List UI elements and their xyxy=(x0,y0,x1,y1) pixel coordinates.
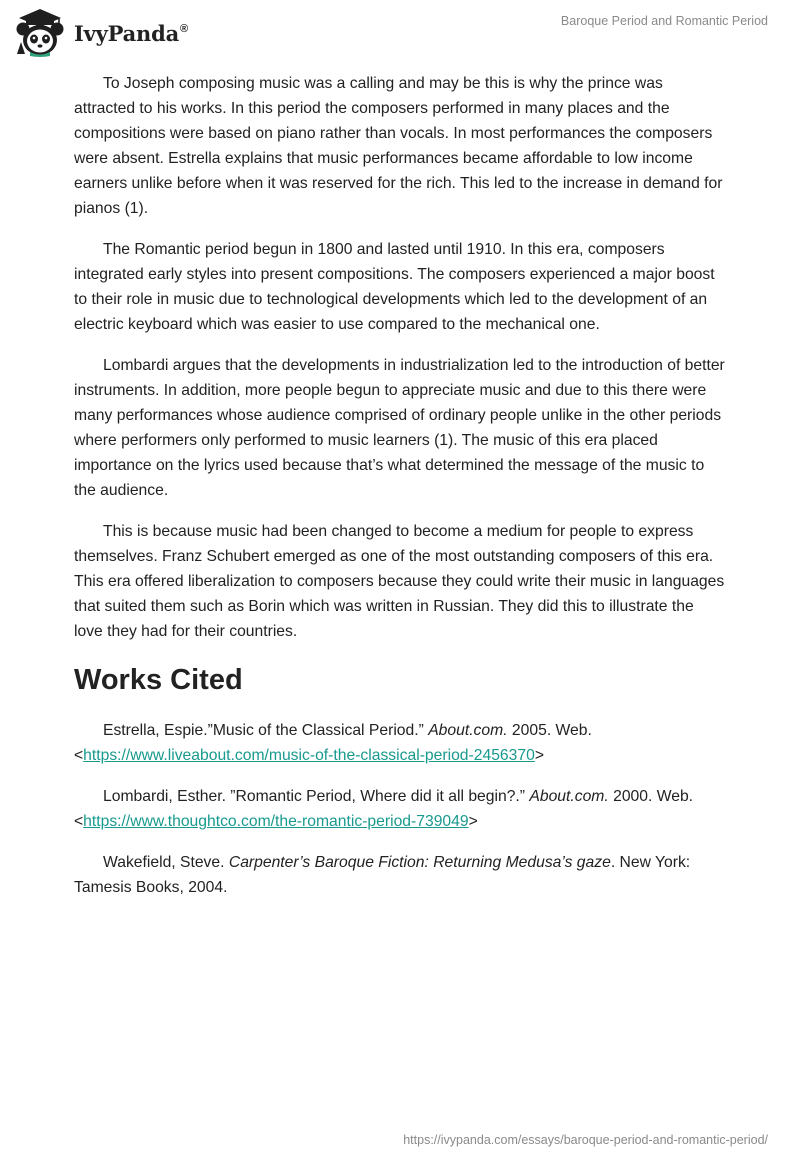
citation-estrella xyxy=(74,718,726,768)
citation-source: Carpenter’s Baroque Fiction: Returning Medusa’s gaze xyxy=(228,854,611,871)
citation-text: > xyxy=(468,813,478,830)
body-paragraph: To Joseph composing music was a calling and may be this is why the prince was attracted to his works. In this period the composers performed in many places and the compositions were based on piano rather than vocals. In most performances the composers were absent. Estrella explains that music performances became affordable to low income earners unlike before when it was reserved for the rich. This led to the increase in demand for pianos (1). xyxy=(74,75,723,217)
brand-name: IvyPanda® xyxy=(74,20,188,46)
body-paragraph: Lombardi argues that the developments in industrialization led to the introduction of better instruments. In addition, more people begun to appreciate music and due to this there were many performances whose audience comprised of ordinary people unlike in the other periods where performers only performed to music learners (1). The music of this era placed importance on the lyrics used because that’s what determined the message of the music to the audience. xyxy=(74,357,725,499)
citation-link[interactable]: https://www.liveabout.com/music-of-the-classical-period-2456370 xyxy=(83,747,535,764)
body-paragraph: This is because music had been changed to become a medium for people to express themselves. Franz Schubert emerged as one of the most outstanding composers of this era. This era offered liberalization to composers because they could write their music in languages that suited them such as Borin which was written in Russian. They did this to illustrate the love they had for their countries. xyxy=(74,523,725,640)
citation-text: > xyxy=(534,747,544,764)
citation-lombardi xyxy=(74,784,726,834)
citation-text: 2000. Web. < xyxy=(74,788,694,830)
citation-link[interactable]: https://www.thoughtco.com/the-romantic-period-739049 xyxy=(83,813,469,830)
panda-graduate-icon xyxy=(14,8,66,58)
citation-source: About.com. xyxy=(529,788,609,805)
citation-text: Wakefield, Steve. xyxy=(103,854,229,871)
document-title: Baroque Period and Romantic Period xyxy=(560,14,768,28)
citation-text: Estrella, Espie.”Music of the Classical Period.” xyxy=(103,722,429,739)
works-cited-heading: Works Cited xyxy=(74,664,243,696)
page-header xyxy=(0,0,800,60)
citation-text: 2005. Web. < xyxy=(74,722,592,764)
citation-wakefield xyxy=(74,850,726,900)
essay-content xyxy=(74,71,726,916)
body-paragraph: The Romantic period begun in 1800 and lasted until 1910. In this era, composers integrated early styles into present compositions. The composers experienced a major boost to their role in music due to technological developments which led to the development of an electric keyboard which was easier to use compared to the mechanical one. xyxy=(74,241,715,333)
citation-text: Lombardi, Esther. ”Romantic Period, Where did it all begin?.” xyxy=(103,788,530,805)
citation-text: . New York: Tamesis Books, 2004. xyxy=(74,854,691,896)
citation-source: About.com. xyxy=(428,722,508,739)
footer-url: https://ivypanda.com/essays/baroque-period-and-romantic-period/ xyxy=(403,1133,768,1147)
ivypanda-logo[interactable] xyxy=(14,8,188,58)
